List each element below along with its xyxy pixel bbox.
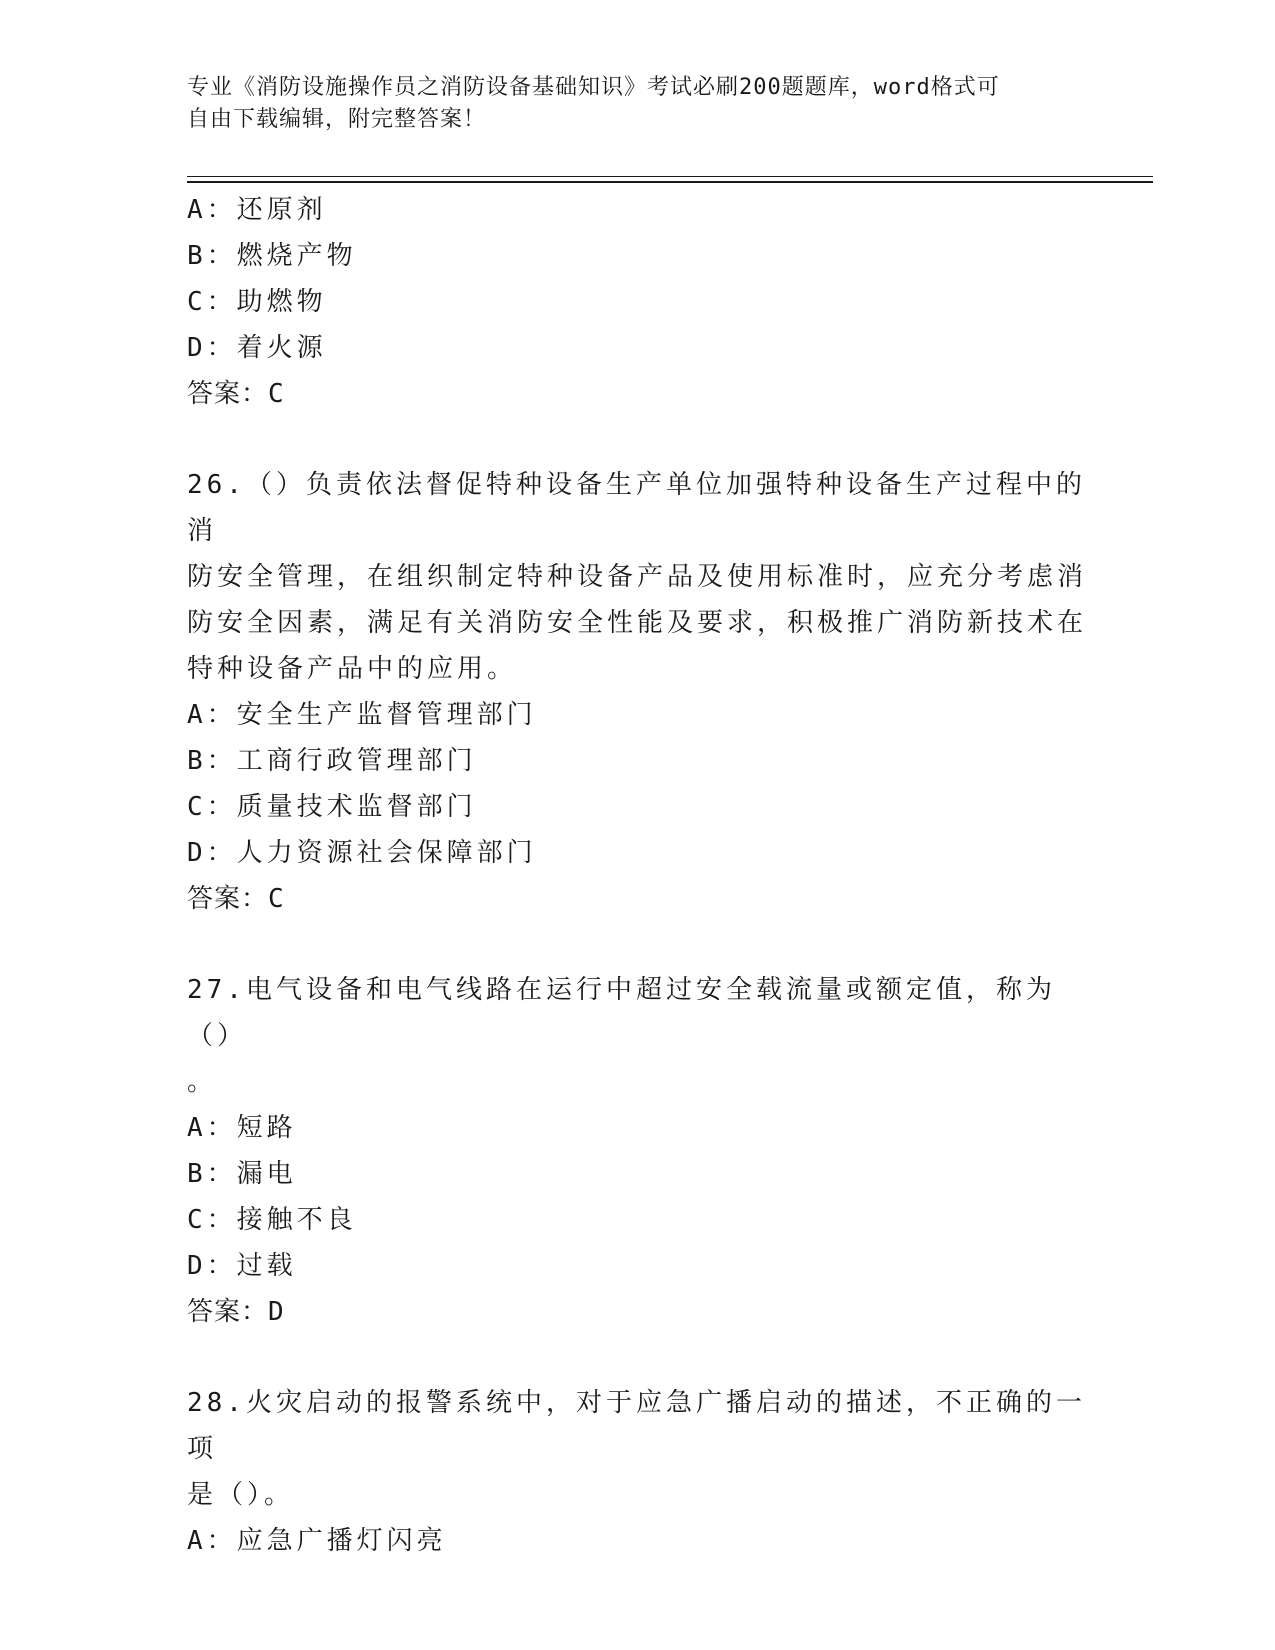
option-b: B：燃烧产物 xyxy=(187,241,357,271)
option-c: C：助燃物 xyxy=(187,287,327,317)
option-a: A：短路 xyxy=(187,1113,297,1143)
question-stem-line: 是（）。 xyxy=(187,1480,295,1510)
question-stem-line: 防安全管理，在组织制定特种设备产品及使用标准时，应充分考虑消 xyxy=(187,562,1088,592)
question-stem-line: 防安全因素，满足有关消防安全性能及要求，积极推广消防新技术在 xyxy=(187,608,1088,638)
question-27 xyxy=(187,967,1087,1335)
answer: 答案：C xyxy=(187,884,285,914)
question-list xyxy=(187,187,1087,1564)
option-b: B：漏电 xyxy=(187,1159,297,1189)
question-28 xyxy=(187,1380,1087,1564)
option-a: A：应急广播灯闪亮 xyxy=(187,1526,447,1556)
question-stem-line: 26.（）负责依法督促特种设备生产单位加强特种设备生产过程中的消 xyxy=(187,470,1086,546)
question-stem-line: 28.火灾启动的报警系统中，对于应急广播启动的描述，不正确的一项 xyxy=(187,1388,1086,1464)
spacer xyxy=(187,922,1087,967)
option-d: D：人力资源社会保障部门 xyxy=(187,838,537,868)
answer: 答案：D xyxy=(187,1297,285,1327)
option-d: D：着火源 xyxy=(187,333,327,363)
option-c: C：质量技术监督部门 xyxy=(187,792,477,822)
question-26 xyxy=(187,462,1087,922)
option-d: D：过载 xyxy=(187,1251,297,1281)
header-line-1: 专业《消防设施操作员之消防设备基础知识》考试必刷200题题库，word格式可 xyxy=(187,75,1000,100)
option-b: B：工商行政管理部门 xyxy=(187,746,477,776)
spacer xyxy=(187,417,1087,462)
question-stem-line: 27.电气设备和电气线路在运行中超过安全载流量或额定值，称为（） xyxy=(187,975,1056,1051)
question-stem-line: 。 xyxy=(187,1067,218,1097)
answer: 答案：C xyxy=(187,379,285,409)
option-c: C：接触不良 xyxy=(187,1205,357,1235)
header-line-2: 自由下载编辑，附完整答案！ xyxy=(187,107,487,132)
header-divider-thin xyxy=(187,176,1153,177)
header-divider-thick xyxy=(187,181,1153,183)
document-header xyxy=(187,72,1087,136)
option-a: A：还原剂 xyxy=(187,195,327,225)
question-stem-line: 特种设备产品中的应用。 xyxy=(187,654,518,684)
option-a: A：安全生产监督管理部门 xyxy=(187,700,537,730)
spacer xyxy=(187,1335,1087,1380)
question-25 xyxy=(187,187,1087,417)
